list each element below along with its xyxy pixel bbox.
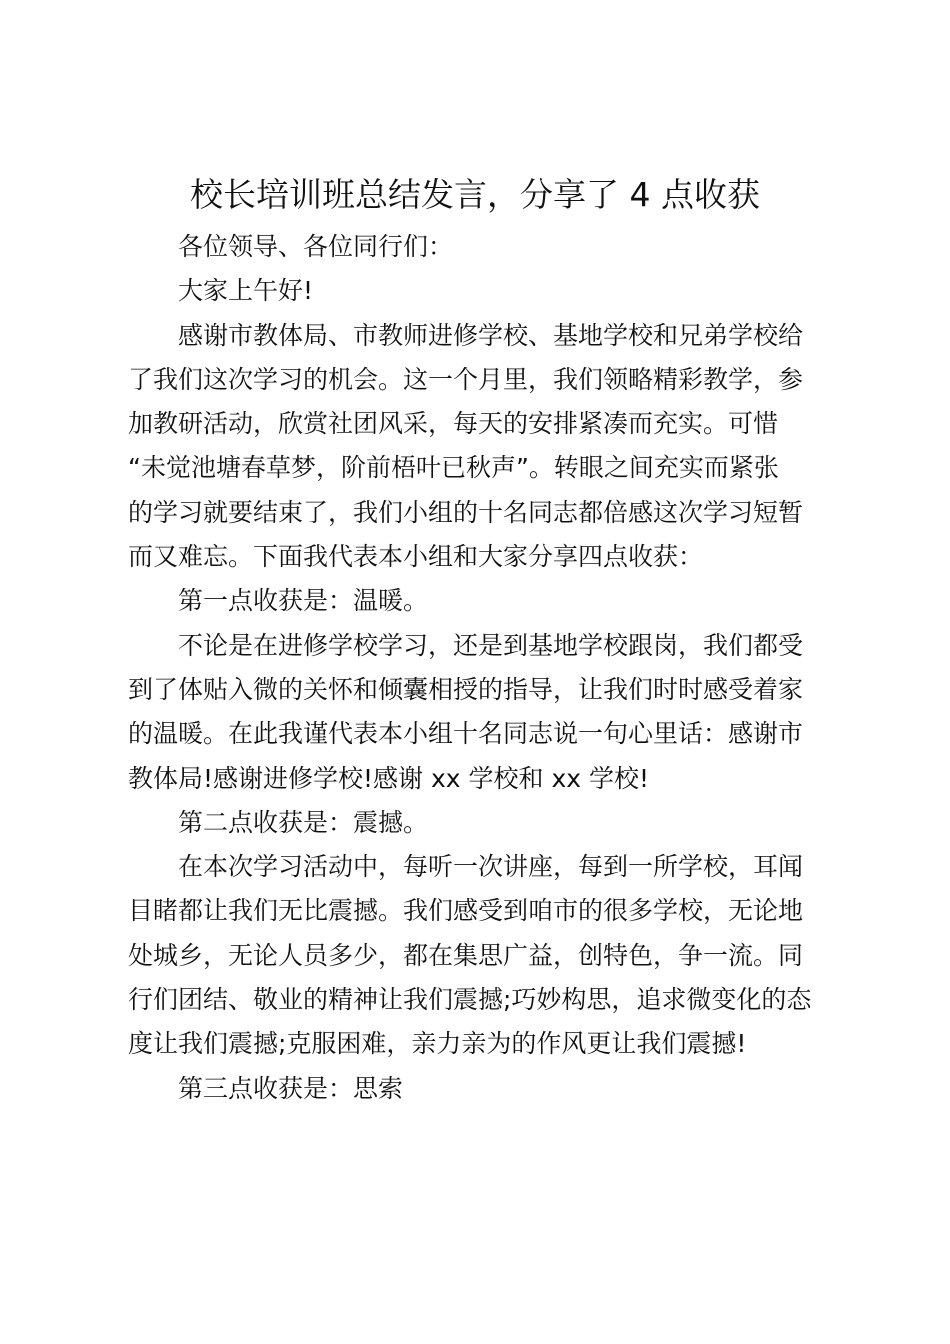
text-line: 的温暖。在此我谨代表本小组十名同志说一句心里话：感谢市 [128, 719, 804, 749]
paragraph [128, 579, 830, 623]
text-line: 处城乡，无论人员多少，都在集思广益，创特色，争一流。同 [128, 940, 804, 970]
text-line: 各位领导、各位同行们： [178, 232, 454, 261]
paragraph [128, 845, 830, 1066]
paragraph [128, 314, 830, 580]
text-line: “未觉池塘春草梦，阶前梧叶已秋声”。转眼之间充实而紧张 [128, 453, 779, 483]
text-line: 不论是在进修学校学习，还是到基地学校跟岗，我们都受 [178, 630, 804, 660]
text-line: 了我们这次学习的机会。这一个月里，我们领略精彩教学，参 [128, 364, 804, 394]
text-line: 行们团结、敬业的精神让我们震撼;巧妙构思，追求微变化的态 [128, 985, 812, 1015]
text-line: 加教研活动，欣赏社团风采，每天的安排紧凑而充实。可惜 [128, 409, 779, 439]
text-line: 而又难忘。下面我代表本小组和大家分享四点收获： [128, 542, 704, 572]
paragraph [128, 624, 830, 801]
text-line: 第三点收获是：思索 [178, 1073, 404, 1103]
text-line: 在本次学习活动中，每听一次讲座，每到一所学校，耳闻 [178, 852, 804, 882]
text-line: 度让我们震撼;克服困难，亲力亲为的作风更让我们震撼! [128, 1029, 747, 1059]
text-line: 教体局!感谢进修学校!感谢 xx 学校和 xx 学校! [128, 763, 650, 793]
text-line: 感谢市教体局、市教师进修学校、基地学校和兄弟学校给 [178, 320, 804, 350]
text-line: 大家上午好! [178, 276, 314, 306]
paragraph [128, 1067, 830, 1111]
paragraph [128, 225, 830, 269]
text-line: 到了体贴入微的关怀和倾囊相授的指导，让我们时时感受着家 [128, 674, 804, 704]
document-title: 校长培训班总结发言，分享了 4 点收获 [190, 175, 760, 214]
text-line: 目睹都让我们无比震撼。我们感受到咱市的很多学校，无论地 [128, 896, 804, 926]
paragraph [128, 269, 830, 313]
text-line: 第二点收获是：震撼。 [178, 807, 429, 837]
text-line: 第一点收获是：温暖。 [178, 586, 429, 616]
text-line: 的学习就要结束了，我们小组的十名同志都倍感这次学习短暂 [128, 497, 804, 527]
paragraph [128, 801, 830, 845]
document-body [128, 225, 830, 1111]
